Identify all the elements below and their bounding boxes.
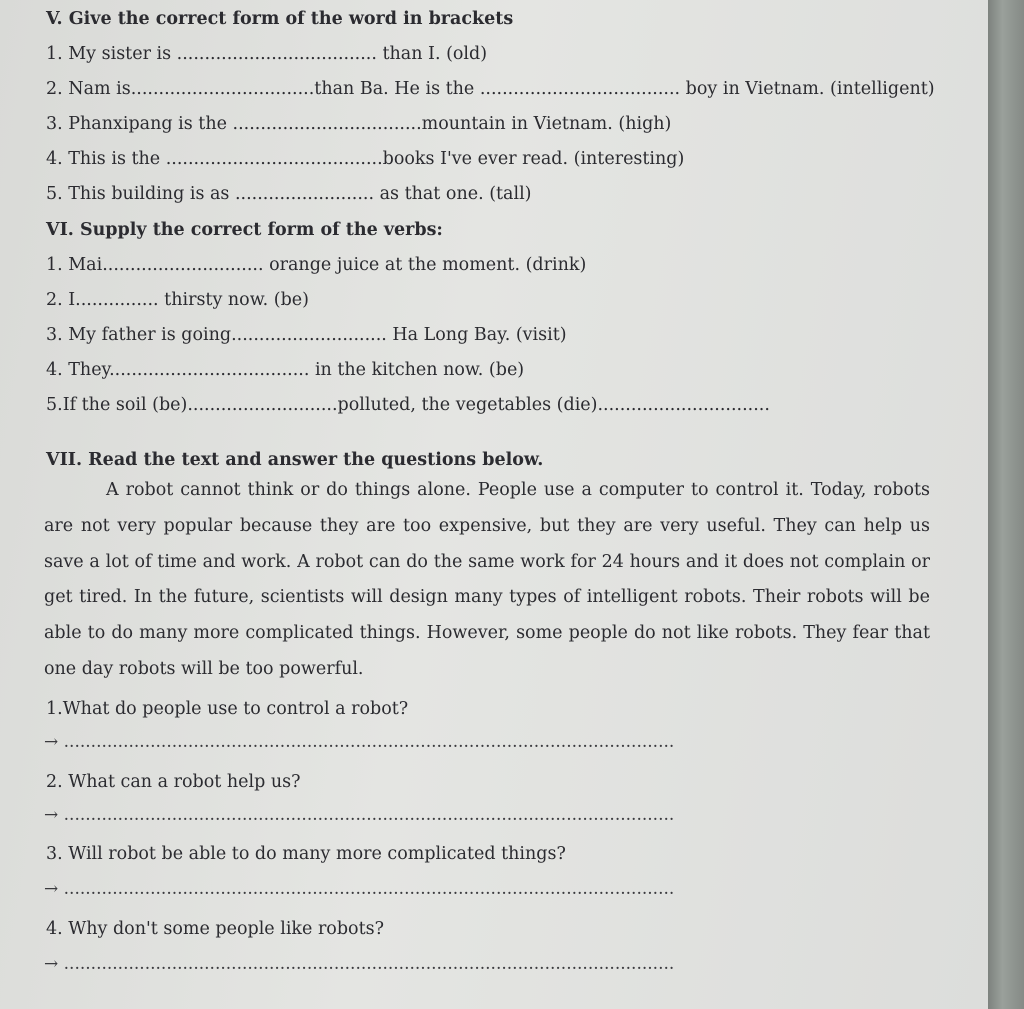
question-3: 3. Will robot be able to do many more complicated things?: [46, 844, 566, 864]
section-vi-item-4: 4. They.................................... in the kitchen now. (be): [46, 360, 525, 380]
section-v-item-4: 4. This is the .......................................books I've ever read. (interesting): [46, 149, 685, 169]
section-v-item-3: 3. Phanxipang is the ..................................mountain in Vietnam. (high): [46, 114, 672, 134]
question-4: 4. Why don't some people like robots?: [46, 919, 384, 939]
section-vi-heading: VI. Supply the correct form of the verbs:: [46, 220, 443, 240]
section-vi-item-2: 2. I............... thirsty now. (be): [46, 290, 309, 310]
section-vi-item-1: 1. Mai............................. orange juice at the moment. (drink): [46, 255, 587, 275]
question-2: 2. What can a robot help us?: [46, 772, 301, 792]
section-v-item-5: 5. This building is as ......................... as that one. (tall): [46, 184, 532, 204]
answer-line-1: → .................................................................................................................: [44, 732, 675, 752]
question-1: 1.What do people use to control a robot?: [46, 699, 409, 719]
answer-line-4: → .................................................................................................................: [44, 954, 675, 974]
section-v-item-2: 2. Nam is.................................than Ba. He is the .................................... boy in Vietnam. (intelligent): [46, 79, 935, 99]
section-v-item-1: 1. My sister is .................................... than I. (old): [46, 44, 488, 64]
table-background: [988, 0, 1024, 1009]
section-vi-item-3: 3. My father is going............................ Ha Long Bay. (visit): [46, 325, 567, 345]
section-vii-heading: VII. Read the text and answer the questions below.: [46, 450, 544, 470]
section-v-heading: V. Give the correct form of the word in brackets: [46, 9, 514, 29]
reading-passage: [44, 473, 930, 688]
answer-line-3: → .................................................................................................................: [44, 879, 675, 899]
answer-line-2: → .................................................................................................................: [44, 805, 675, 825]
section-vi-item-5: 5.If the soil (be)...........................polluted, the vegetables (die)...............................: [46, 395, 770, 415]
reading-passage-text: A robot cannot think or do things alone. People use a computer to control it. Today, robots are not very popular because they are too expensive, but they are very useful. They can help us save a lot of time and work. A robot can do the same work for 24 hours and it does not complain or get tired. In the future, scientists will design many types of intelligent robots. Their robots will be able to do many more complicated things. However, some people do not like robots. They fear that one day robots will be too powerful.: [44, 480, 930, 679]
